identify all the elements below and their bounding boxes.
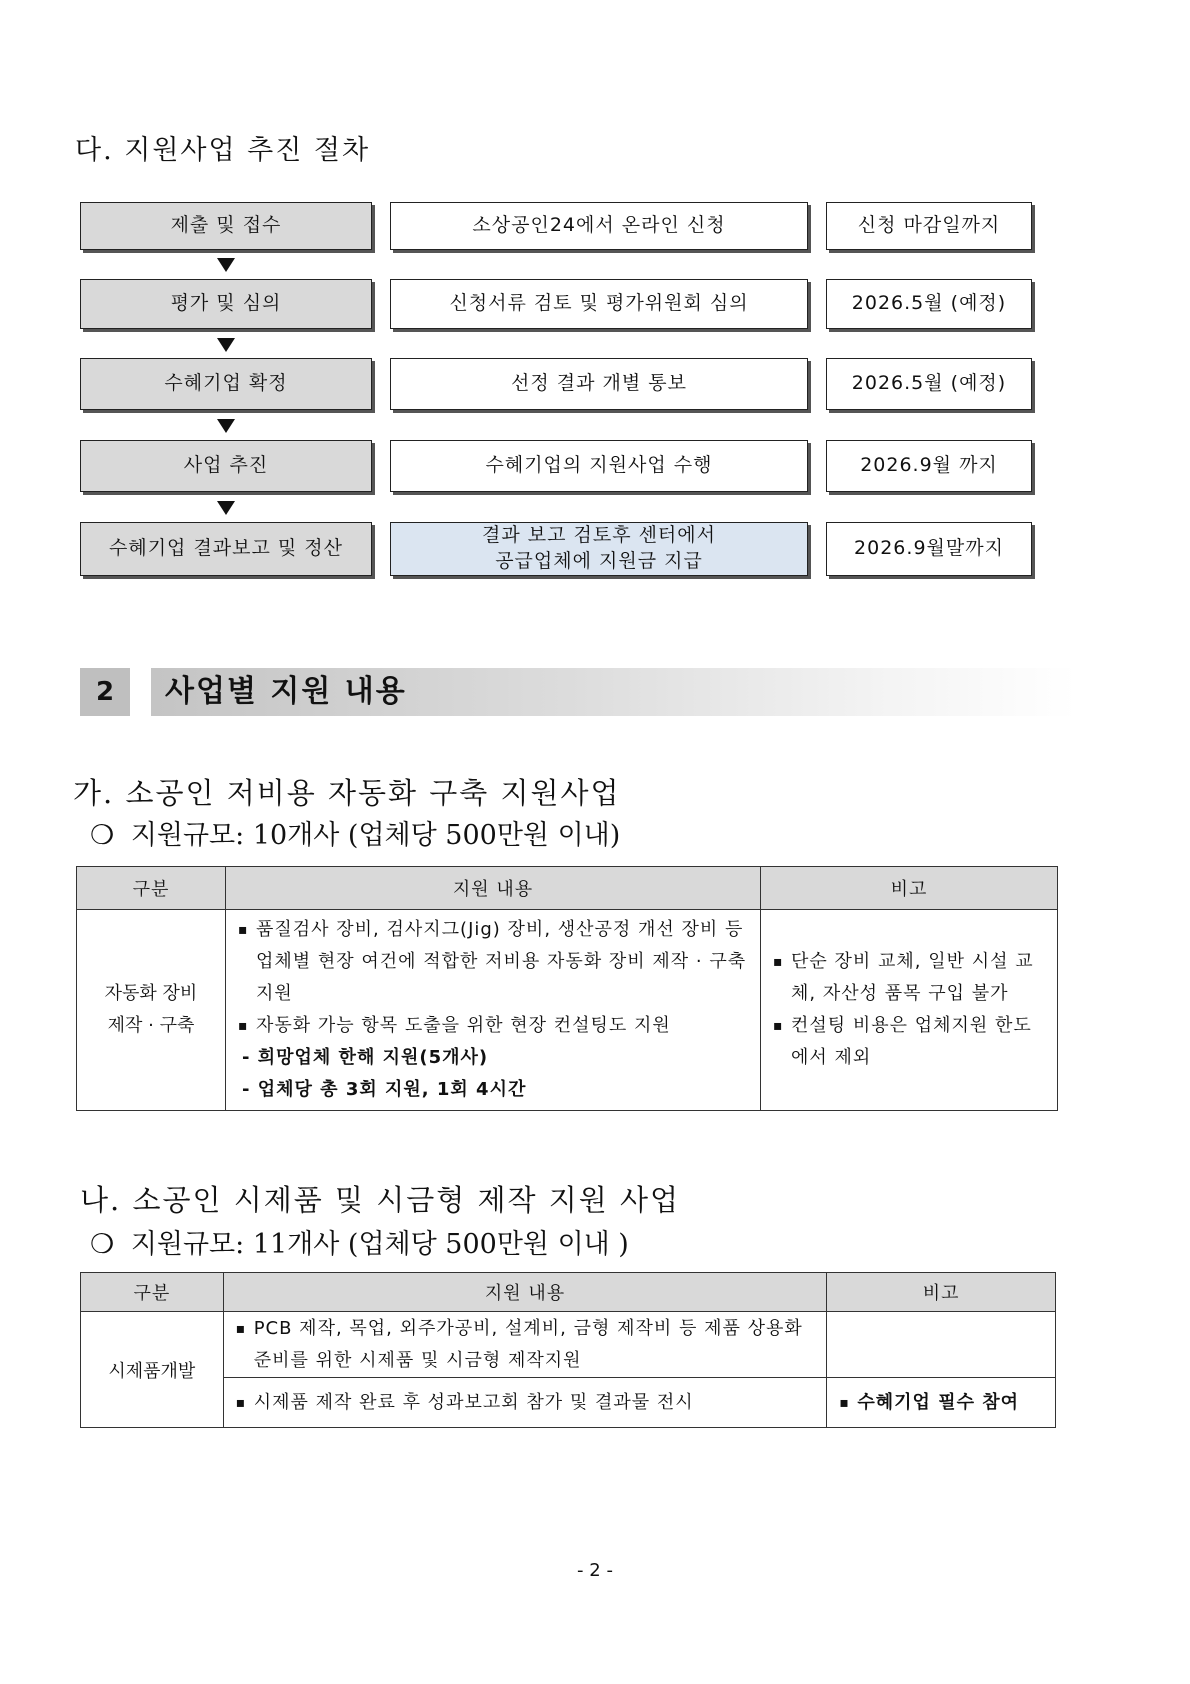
process-date-box: 신청 마감일까지	[826, 202, 1032, 250]
table-header: 비고	[827, 1273, 1056, 1312]
page-number: - 2 -	[577, 1560, 613, 1581]
table-content-cell	[226, 910, 761, 1111]
process-step-box: 수혜기업 결과보고 및 정산	[80, 522, 372, 576]
process-desc-line: 결과 보고 검토후 센터에서	[481, 524, 716, 547]
down-arrow-icon	[217, 501, 235, 515]
process-desc-box: 신청서류 검토 및 평가위원회 심의	[390, 279, 808, 329]
process-date-box: 2026.9월 까지	[826, 440, 1032, 492]
process-desc-box	[390, 522, 808, 576]
down-arrow-icon	[217, 419, 235, 433]
process-step-box: 평가 및 심의	[80, 279, 372, 329]
table-header: 지원 내용	[226, 867, 761, 910]
process-desc-box: 소상공인24에서 온라인 신청	[390, 202, 808, 250]
table-header: 비고	[761, 867, 1058, 910]
process-date-box: 2026.5월 (예정)	[826, 279, 1032, 329]
table-remark-cell	[827, 1378, 1056, 1428]
section-number-badge: 2	[80, 668, 130, 716]
process-step-box: 수혜기업 확정	[80, 358, 372, 410]
program-scale	[90, 1222, 629, 1261]
table-content-cell	[223, 1378, 827, 1428]
section-banner-title: 사업별 지원 내용	[165, 674, 407, 709]
section-title: 다. 지원사업 추진 절차	[75, 135, 371, 166]
process-desc-box: 선정 결과 개별 통보	[390, 358, 808, 410]
process-date-box: 2026.5월 (예정)	[826, 358, 1032, 410]
table-remark-cell	[827, 1312, 1056, 1378]
category-line: 제작 · 구축	[107, 1015, 195, 1036]
program-scale-text: 지원규모: 11개사 (업체당 500만원 이내 )	[130, 1229, 629, 1260]
list-item: ▪ 품질검사 장비, 검사지그(Jig) 장비, 생산공정 개선 장비 등 업체별 현장 여건에 적합한 저비용 자동화 장비 제작 · 구축 지원	[236, 914, 750, 1010]
table-remark-cell	[761, 910, 1058, 1111]
process-step-box: 제출 및 접수	[80, 202, 372, 250]
list-item: ▪ 수혜기업 필수 참여	[837, 1387, 1045, 1419]
process-step-box: 사업 추진	[80, 440, 372, 492]
category-line: 자동화 장비	[104, 983, 198, 1004]
sub-item: - 업체당 총 3회 지원, 1회 4시간	[242, 1079, 527, 1100]
list-item: ▪ 시제품 제작 완료 후 성과보고회 참가 및 결과물 전시	[234, 1387, 817, 1419]
list-item: ▪ 자동화 가능 항목 도출을 위한 현장 컨설팅도 지원	[236, 1010, 750, 1042]
circle-bullet-icon: ❍	[90, 1229, 115, 1260]
program-table	[76, 866, 1058, 1111]
program-title: 가. 소공인 저비용 자동화 구축 지원사업	[73, 776, 621, 810]
table-category-cell	[77, 910, 226, 1111]
process-desc-line: 공급업체에 지원금 지급	[495, 550, 703, 572]
circle-bullet-icon: ❍	[90, 820, 115, 851]
program-scale	[90, 813, 620, 852]
list-item: ▪ PCB 제작, 목업, 외주가공비, 설계비, 금형 제작비 등 제품 상용화 준비를 위한 시제품 및 시금형 제작지원	[234, 1313, 817, 1377]
program-title: 나. 소공인 시제품 및 시금형 제작 지원 사업	[80, 1183, 680, 1217]
list-item: ▪ 컨설팅 비용은 업체지원 한도에서 제외	[771, 1010, 1047, 1074]
list-item: ▪ 단순 장비 교체, 일반 시설 교체, 자산성 품목 구입 불가	[771, 946, 1047, 1010]
table-content-cell	[223, 1312, 827, 1378]
program-table	[80, 1272, 1056, 1428]
process-date-box: 2026.9월말까지	[826, 522, 1032, 576]
sub-item: - 희망업체 한해 지원(5개사)	[242, 1047, 489, 1068]
program-scale-text: 지원규모: 10개사 (업체당 500만원 이내)	[130, 820, 621, 851]
table-header: 구분	[81, 1273, 224, 1312]
down-arrow-icon	[217, 258, 235, 272]
table-header: 지원 내용	[223, 1273, 827, 1312]
table-category-cell: 시제품개발	[81, 1312, 224, 1428]
process-desc-box: 수혜기업의 지원사업 수행	[390, 440, 808, 492]
table-header: 구분	[77, 867, 226, 910]
down-arrow-icon	[217, 338, 235, 352]
